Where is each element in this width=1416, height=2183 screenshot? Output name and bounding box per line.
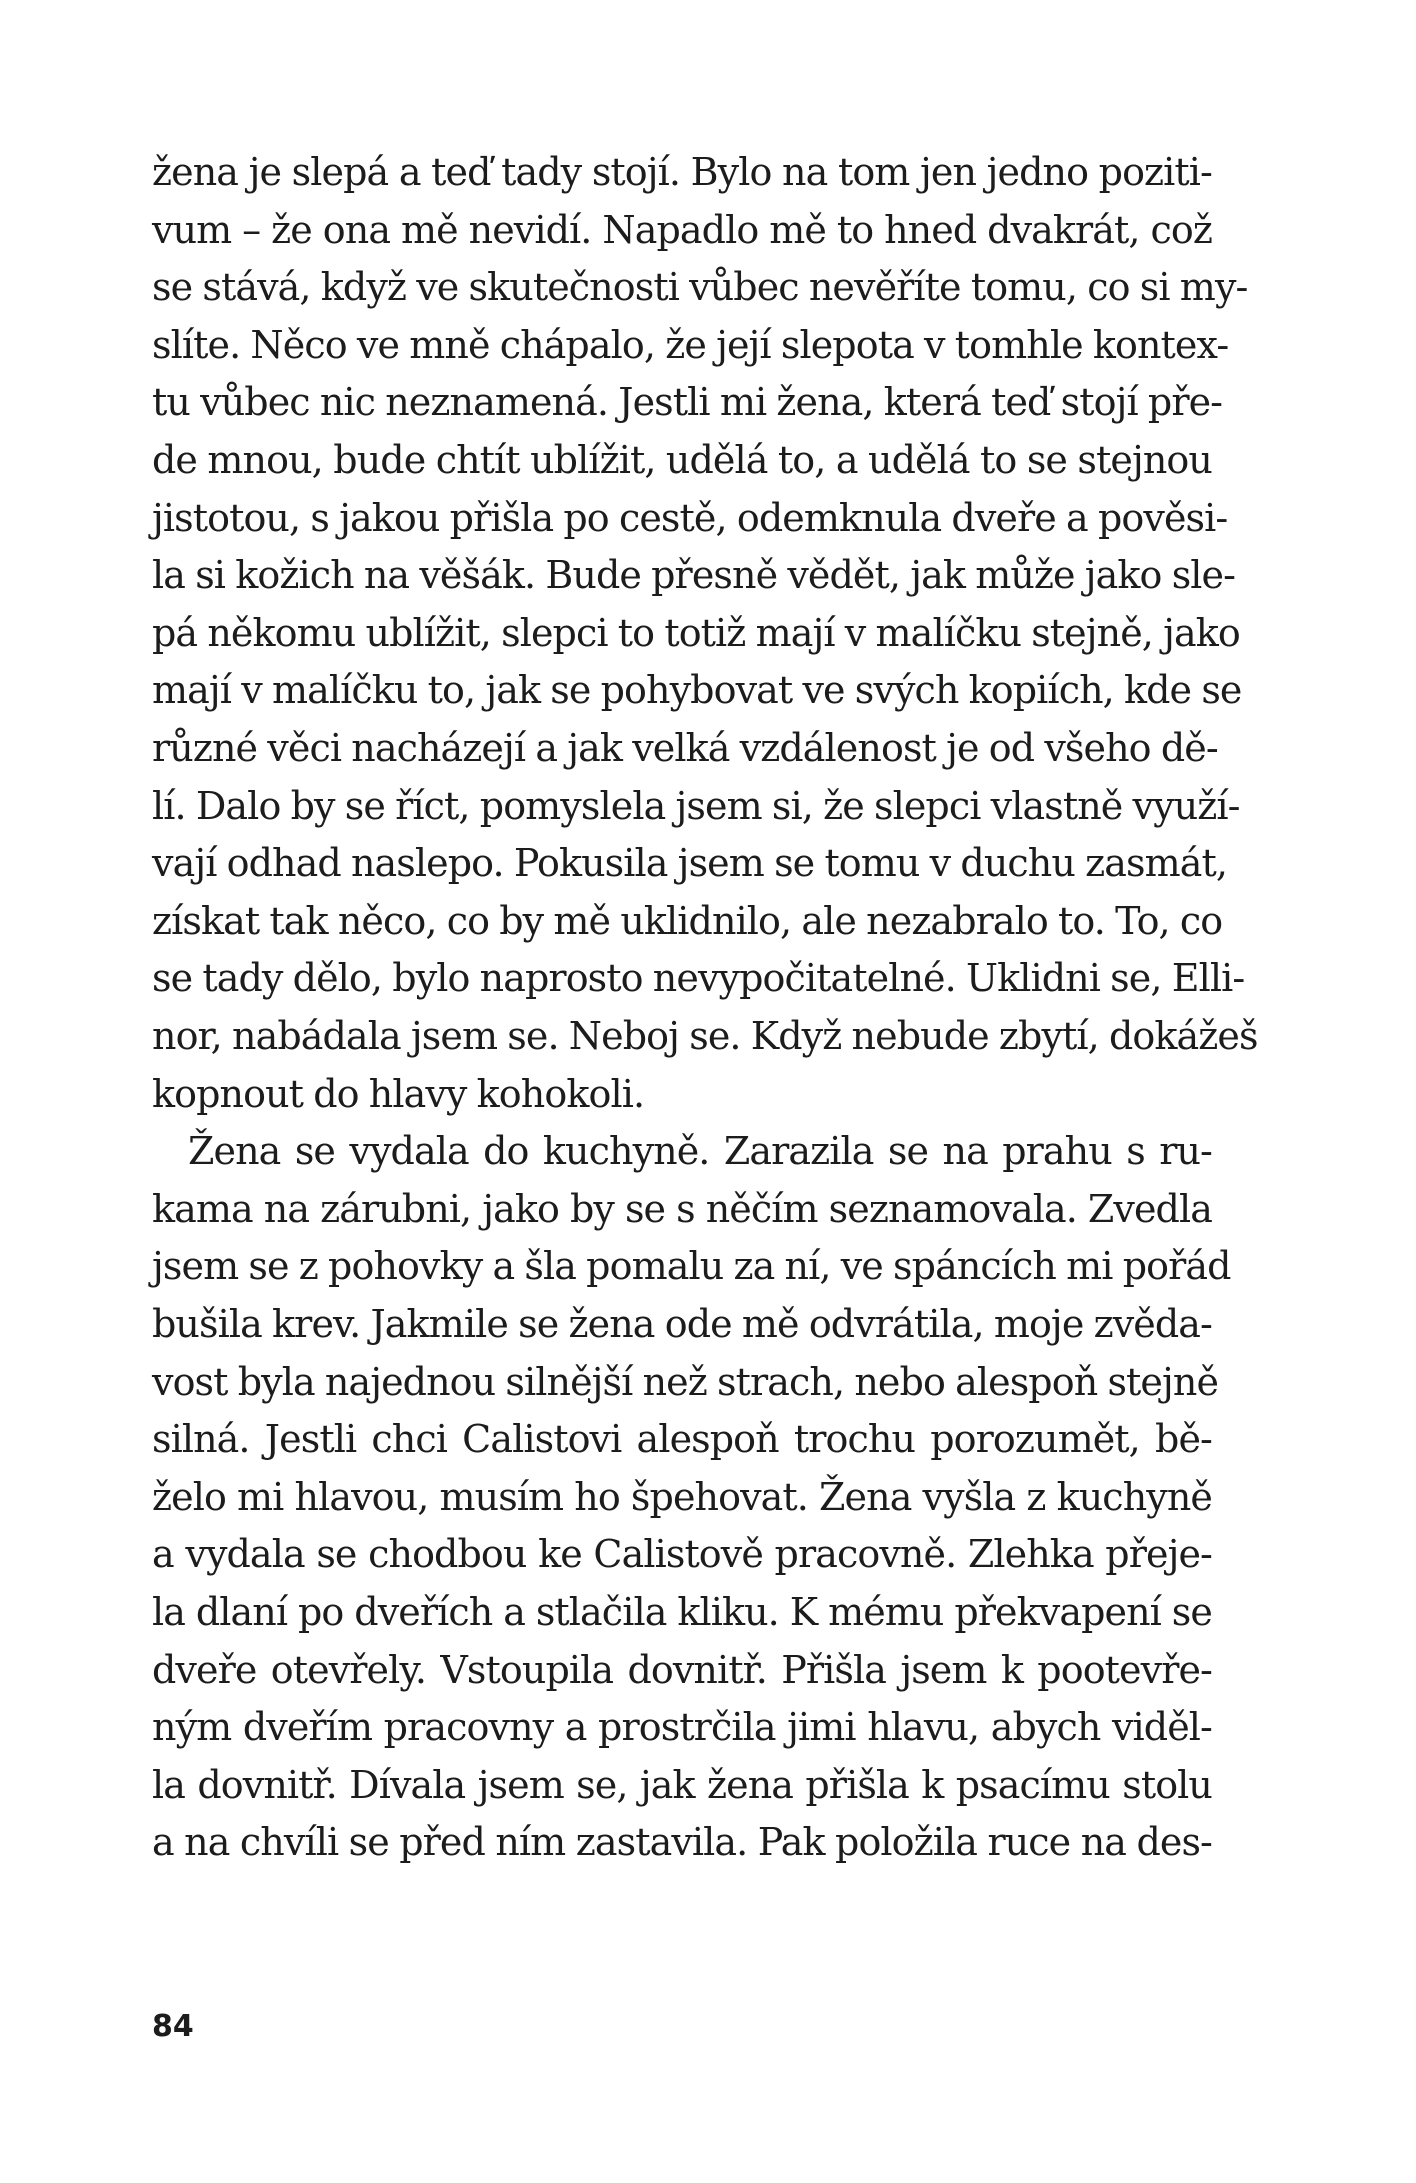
text-line: se tady dělo, bylo naprosto nevypočitatelné. Uklidni se, Elli- xyxy=(152,956,1245,1001)
text-line: vost byla najednou silnější než strach, nebo alespoň stejně xyxy=(152,1359,1219,1404)
text-line: mají v malíčku to, jak se pohybovat ve svých kopiích, kde se xyxy=(152,668,1242,713)
text-line: ným dveřím pracovny a prostrčila jimi hlavu, abych viděl- xyxy=(152,1705,1212,1750)
text-line: želo mi hlavou, musím ho špehovat. Žena vyšla z kuchyně xyxy=(152,1474,1212,1519)
text-line: bušila krev. Jakmile se žena ode mě odvrátila, moje zvěda- xyxy=(152,1302,1212,1346)
text-line: vum – že ona mě nevidí. Napadlo mě to hned dvakrát, což xyxy=(152,207,1212,252)
text-line: slíte. Něco ve mně chápalo, že její slepota v tomhle kontex- xyxy=(152,322,1229,367)
text-line: vají odhad naslepo. Pokusila jsem se tomu v duchu zasmát, xyxy=(152,841,1228,886)
text-line: la si kožich na věšák. Bude přesně vědět, jak může jako sle- xyxy=(152,553,1236,598)
text-line: různé věci nacházejí a jak velká vzdálenost je od všeho dě- xyxy=(152,726,1218,770)
text-line: de mnou, bude chtít ublížit, udělá to, a udělá to se stejnou xyxy=(152,438,1212,482)
text-line: a vydala se chodbou ke Calistově pracovně. Zlehka přeje- xyxy=(152,1532,1212,1577)
text-line: jsem se z pohovky a šla pomalu za ní, ve spáncích mi pořád xyxy=(152,1244,1231,1289)
text-line: žena je slepá a teď tady stojí. Bylo na tom jen jedno poziti- xyxy=(152,150,1212,194)
text-line: kama na zárubni, jako by se s něčím seznamovala. Zvedla xyxy=(152,1186,1212,1231)
page-number: 84 xyxy=(152,2009,194,2044)
text-line: nor, nabádala jsem se. Neboj se. Když nebude zbytí, dokážeš xyxy=(152,1014,1258,1058)
text-line: jistotou, s jakou přišla po cestě, odemknula dveře a pověsi- xyxy=(152,495,1228,540)
text-line: silná. Jestli chci Calistovi alespoň trochu porozumět, bě- xyxy=(152,1417,1212,1462)
text-line: lí. Dalo by se říct, pomyslela jsem si, že slepci vlastně využí- xyxy=(152,783,1240,828)
text-line: tu vůbec nic neznamená. Jestli mi žena, která teď stojí pře- xyxy=(152,380,1223,425)
text-line: se stává, když ve skutečnosti vůbec nevěříte tomu, co si my- xyxy=(152,265,1248,310)
text-line: la dovnitř. Dívala jsem se, jak žena přišla k psacímu stolu xyxy=(152,1762,1212,1807)
text-line: získat tak něco, co by mě uklidnilo, ale nezabralo to. To, co xyxy=(152,898,1223,943)
text-line: a na chvíli se před ním zastavila. Pak položila ruce na des- xyxy=(152,1820,1212,1865)
text-line: Žena se vydala do kuchyně. Zarazila se na prahu s ru- xyxy=(188,1129,1212,1174)
text-line: dveře otevřely. Vstoupila dovnitř. Přišla jsem k pootevře- xyxy=(152,1647,1212,1692)
text-line: la dlaní po dveřích a stlačila kliku. K mému překvapení se xyxy=(152,1590,1212,1634)
text-line: kopnout do hlavy kohokoli. xyxy=(152,1071,645,1116)
text-line: pá někomu ublížit, slepci to totiž mají v malíčku stejně, jako xyxy=(152,610,1240,655)
